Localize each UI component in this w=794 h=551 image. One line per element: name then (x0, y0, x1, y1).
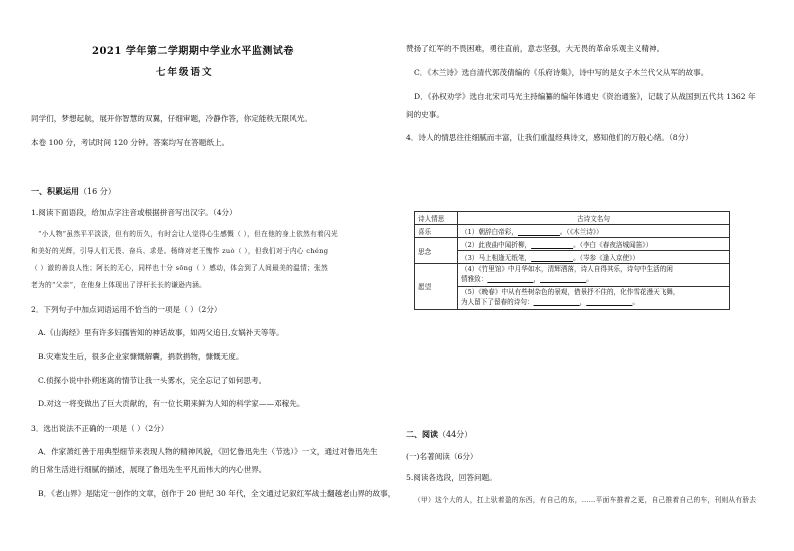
answer-blank[interactable] (531, 241, 573, 249)
table-header-row (415, 212, 730, 225)
answer-blank[interactable] (534, 298, 580, 306)
table-header-category: 诗人情思 (415, 212, 458, 225)
question-5: 5.阅读各选段，回答问题。 (406, 473, 497, 482)
reading-passage-line1: （甲）这个大的人，扛上驮着盈的东西，有自己的东，……平面车推着之更，自己推着自己的车，刊则从有骄去 (414, 496, 757, 504)
exam-rules: 本卷 100 分，考试时间 120 分钟。答案均写在答题纸上。 (31, 138, 230, 147)
q2-option-b: B.灾难发生后，很多企业家慷慨解囊，捐款捐物，慷慨无度。 (38, 352, 244, 361)
answer-blank[interactable] (531, 254, 573, 262)
answer-blank[interactable] (586, 298, 632, 306)
question-1: 1.阅读下面语段，给加点字注音或根据拼音写出汉字。（4分） (31, 208, 237, 217)
answer-blank[interactable] (487, 275, 533, 283)
section2-heading (406, 430, 472, 439)
answer-blank[interactable] (518, 228, 560, 236)
q3-option-d-line1: D．《孙权劝学》选自北宋司马光主持编纂的编年体通史《资治通鉴》，记载了从战国到五代共 1362 年 (414, 92, 756, 101)
section1-score: （16 分） (79, 187, 116, 196)
q3-option-d-line2: 间的史事。 (406, 110, 444, 119)
q3-option-c: C．《木兰诗》选自清代郭茂倩编的《乐府诗集》，诗中写的是女子木兰代父从军的故事。 (414, 68, 709, 77)
question-4: 4．诗人的情思往往细腻而丰富，让我们重温经典诗文，感知他们的万般心绪。（8分） (406, 133, 693, 142)
q3-option-b-continued: 赞扬了红军的不畏困难，勇往直前，意志坚强，大无畏的革命乐观主义精神。 (406, 44, 665, 53)
q1-passage-line3: （ ）澈的善良人性；阿长的无心，同样也十分 sōng（ ）感动，体会到了人间最美的温情；张然 (31, 264, 329, 272)
table-cell-line: （3）马上相逢无纸笔， 。（岑参《逢入京使》） (458, 251, 730, 264)
q1-passage-line4: 老为的“父亲”，在他身上体现出了浮杆长长的谦逊内涵。 (31, 281, 207, 289)
q3-option-a-line2: 的日常生活进行细腻的描述，展现了鲁迅先生平凡而伟大的内心世界。 (31, 465, 267, 474)
q3-option-b: B．《老山界》是陆定一创作的文章，创作于 20 世纪 30 年代，全文通过记叙红军战士翻越老山界的故事， (38, 489, 396, 498)
table-header-lines: 古诗文名句 (458, 212, 730, 225)
answer-blank[interactable] (540, 275, 586, 283)
q3-option-a-line1: A．作家萧红善于用典型细节来表现人物的精神风貌，《回忆鲁迅先生（节选）》一文，通过对鲁迅先生 (38, 447, 378, 456)
table-cell-category: 喜乐 (415, 225, 458, 238)
table-cell-line: （5）《晚春》中从有些树杂色的景观，借景抒不住的，化作雪花漫天飞舞， 为人留下了留春的诗句： ， 。 (458, 286, 730, 309)
table-row (415, 238, 730, 251)
q2-option-d: D.对这一将变做出了巨大贡献的，有一位长期来鲜为人知的科学家——邓稼先。 (38, 399, 305, 408)
subsection-1: (一)名著阅读（6分） (406, 452, 478, 461)
q2-option-a: A.《山海经》里有许多妇孺皆知的神话故事，如两父追日,女娲补天等等。 (38, 328, 284, 337)
question-2: 2．下列句子中加点词语运用不恰当的一项是（ ）（2分） (31, 305, 222, 314)
section1-label: 一、积累运用 (31, 186, 79, 196)
exam-subtitle: 七年级语文 (156, 67, 214, 78)
table-row (415, 286, 730, 309)
exam-title: 2021 学年第二学期期中学业水平监测试卷 (92, 46, 294, 57)
table-row (415, 251, 730, 264)
section2-score: （44分） (438, 430, 473, 439)
table-cell-line: （4）《竹里馆》中月华如水，清辉洒落，诗人自得其乐，诗句中生活的闲 情雅致： ， 。 (458, 264, 730, 287)
section2-label: 二、阅读 (406, 429, 438, 439)
poem-table (414, 211, 730, 310)
table-cell-line: （2）此夜曲中闻折柳， 。（李白《春夜洛城闻笛》） (458, 238, 730, 251)
q2-option-c: C.侦探小说中扑朔迷离的情节让我一头雾水，完全忘记了如何思考。 (38, 376, 267, 385)
table-cell-line: （1）朝辞白帝彩， 。（《木兰诗》） (458, 225, 730, 238)
table-cell-category: 思念 (415, 238, 458, 264)
table-cell-category: 愿望 (415, 264, 458, 310)
q1-passage-line2: 和美好的光辉，引导人们无畏、奋兵、求是。杨绛对老王愧怍 zuò（ ），但我们对于内心 chéng (31, 247, 329, 255)
table-row (415, 264, 730, 287)
question-3: 3．选出说法不正确的一项是（ ）（2分） (31, 424, 169, 433)
q1-passage-line1: “小人物”虽然平平淡淡，但有的历久，有时会让人觉得心生感慨（ ），但在他的身上依然有着闪光 (38, 230, 338, 238)
table-row (415, 225, 730, 238)
section1-heading (31, 187, 116, 196)
intro-text: 同学们，梦想起航，展开你智慧的双翼，仔细审题，冷静作答，你定能秩无限风光。 (31, 114, 312, 123)
